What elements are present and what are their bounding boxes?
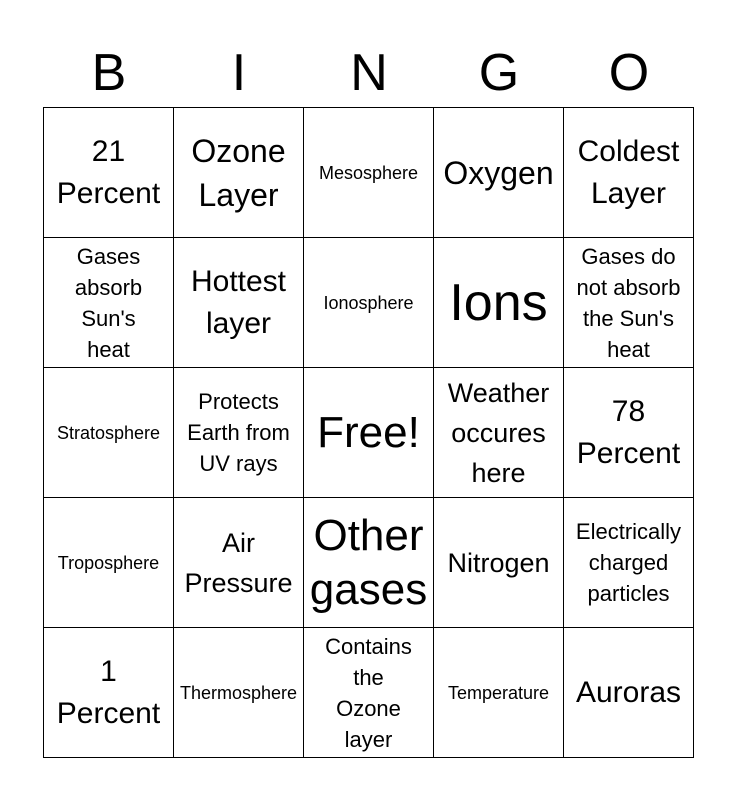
bingo-cell: Gases do not absorb the Sun's heat — [564, 238, 694, 368]
bingo-cell: Hottest layer — [174, 238, 304, 368]
bingo-cell: Nitrogen — [434, 498, 564, 628]
header-letter-o: O — [608, 44, 650, 102]
bingo-cell: Troposphere — [44, 498, 174, 628]
bingo-cell: Auroras — [564, 628, 694, 758]
free-space-cell: Free! — [304, 368, 434, 498]
bingo-cell: Other gases — [304, 498, 434, 628]
bingo-cell: Ionosphere — [304, 238, 434, 368]
bingo-cell: 1 Percent — [44, 628, 174, 758]
bingo-cell: Weather occures here — [434, 368, 564, 498]
bingo-cell: 21 Percent — [44, 108, 174, 238]
bingo-cell: Electrically charged particles — [564, 498, 694, 628]
bingo-header — [44, 40, 694, 106]
bingo-cell: 78 Percent — [564, 368, 694, 498]
bingo-cell: Protects Earth from UV rays — [174, 368, 304, 498]
header-letter-g: G — [478, 44, 520, 102]
bingo-cell: Ions — [434, 238, 564, 368]
bingo-cell: Contains the Ozone layer — [304, 628, 434, 758]
bingo-cell: Thermosphere — [174, 628, 304, 758]
bingo-cell: Mesosphere — [304, 108, 434, 238]
header-letter-n: N — [350, 44, 388, 102]
bingo-cell: Ozone Layer — [174, 108, 304, 238]
bingo-cell: Temperature — [434, 628, 564, 758]
bingo-board — [43, 107, 694, 758]
header-letter-b: B — [91, 44, 127, 102]
bingo-cell: Coldest Layer — [564, 108, 694, 238]
bingo-cell: Oxygen — [434, 108, 564, 238]
bingo-cell: Stratosphere — [44, 368, 174, 498]
bingo-cell: Air Pressure — [174, 498, 304, 628]
header-letter-i: I — [231, 44, 247, 102]
bingo-cell: Gases absorb Sun's heat — [44, 238, 174, 368]
